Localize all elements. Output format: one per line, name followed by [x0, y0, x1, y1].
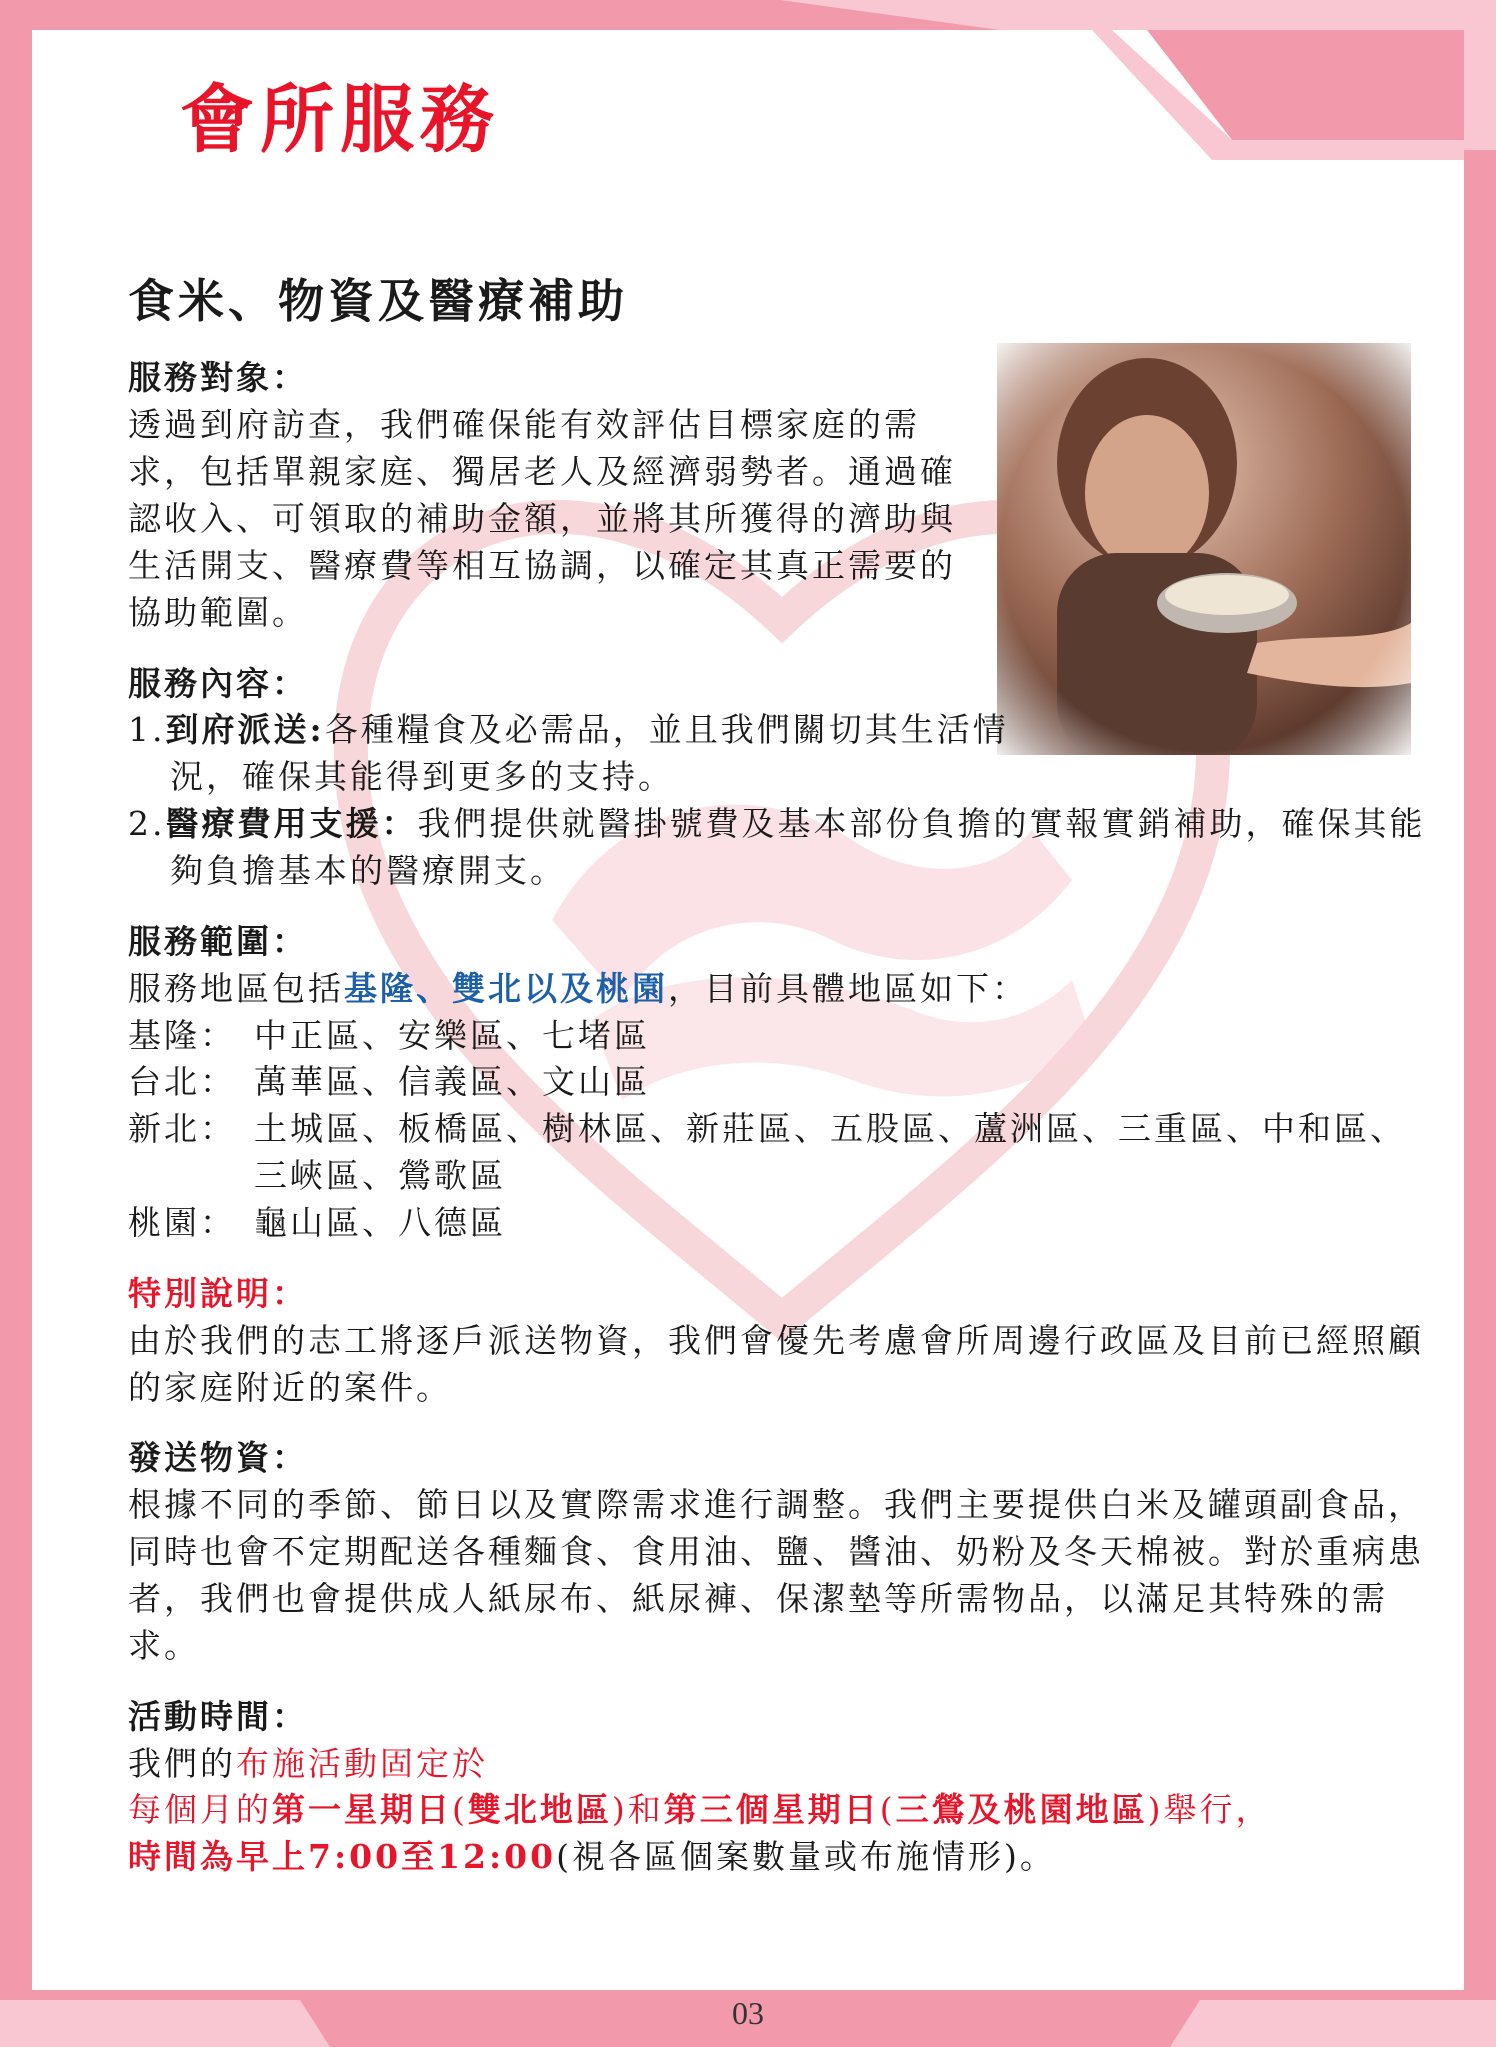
target-label: 服務對象： — [128, 358, 308, 398]
main-content — [128, 255, 1448, 1881]
special-label: 特別說明： — [128, 1273, 308, 1313]
area-taoyuan: 桃園： 龜山區、八德區 — [128, 1203, 506, 1242]
content-item-2-lead: 醫療費用支援： — [165, 804, 418, 844]
area-taipei: 台北： 萬華區、信義區、文山區 — [128, 1062, 650, 1102]
schedule-line-1: 我們的布施活動固定於 — [128, 1743, 488, 1783]
content-item-1: 1.到府派送:各種糧食及必需品，並且我們關切其生活情況，確保其能得到更多的支持。 — [128, 710, 1009, 797]
schedule-time: 時間為早上7:00至12:00 — [128, 1837, 557, 1877]
schedule-detail: 每個月的第一星期日(雙北地區)和第三個星期日(三鶯及桃園地區)舉行， 時間為早上7:00至12:00(視各區個案數量或布施情形)。 — [128, 1790, 1272, 1877]
area-new-taipei: 新北： 土城區、板橋區、樹林區、新莊區、五股區、蘆洲區、三重區、中和區、三峽區、鶯歌區 — [128, 1109, 1406, 1196]
special-text: 由於我們的志工將逐戶派送物資，我們會優先考慮會所周邊行政區及目前已經照顧的家庭附近的案件。 — [128, 1320, 1424, 1407]
content-label: 服務內容： — [128, 663, 308, 703]
content-page — [32, 30, 1464, 1990]
content-item-1-lead: 到府派送: — [165, 710, 325, 750]
content-item-2: 2.醫療費用支援：我們提供就醫掛號費及基本部份負擔的實報實銷補助，確保其能夠負擔基本的醫療開支。 — [128, 804, 1426, 890]
content-item-1-text: 各種糧食及必需品，並且我們關切其生活情況，確保其能得到更多的支持。 — [170, 710, 1009, 797]
page-number: 03 — [732, 1995, 764, 2031]
supplies-label: 發送物資： — [128, 1438, 308, 1478]
content-item-2-text: 我們提供就醫掛號費及基本部份負擔的實報實銷補助，確保其能夠負擔基本的醫療開支。 — [170, 804, 1426, 890]
scope-label: 服務範圍： — [128, 921, 308, 961]
scope-highlight: 基隆、雙北以及桃園 — [344, 968, 668, 1008]
supplies-text: 根據不同的季節、節日以及實際需求進行調整。我們主要提供白米及罐頭副食品，同時也會不定期配送各種麵食、食用油、鹽、醬油、奶粉及冬天棉被。對於重病患者，我們也會提供成人紙尿布、紙尿褲、保潔墊等所需物品，以滿足其特殊的需求。 — [128, 1485, 1424, 1665]
page-title: 會所服務 — [180, 77, 500, 163]
target-text: 透過到府訪查，我們確保能有效評估目標家庭的需求，包括單親家庭、獨居老人及經濟弱勢者。通過確認收入、可領取的補助金額，並將其所獲得的濟助與生活開支、醫療費等相互協調，以確定其真正需要的協助範圍。 — [128, 405, 956, 632]
area-keelung: 基隆： 中正區、安樂區、七堵區 — [128, 1015, 650, 1055]
schedule-label: 活動時間： — [128, 1696, 308, 1736]
section-title: 食米、物資及醫療補助 — [128, 274, 628, 328]
scope-intro: 服務地區包括基隆、雙北以及桃園，目前具體地區如下： — [128, 968, 1028, 1008]
